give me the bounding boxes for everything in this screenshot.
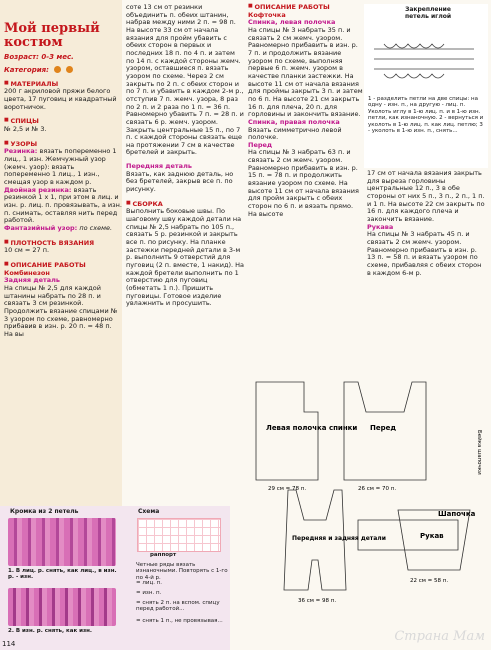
edge-title: Кромка из 2 петель <box>10 508 79 515</box>
diagram-w3: 36 см = 98 п. <box>298 598 337 604</box>
back-text: На спицы № 2,5 для каждой штанины набрать по 28 п. и связать 3 см резинкой. Продолжить вязание спицами № 3 узором по схеме, равномерно прибавив в изн. р. 20 п. = 48 п. На вы <box>4 283 118 338</box>
materials-header: ■ МАТЕРИАЛЫ <box>4 81 122 89</box>
gauge-text: 10 см = 27 п. <box>4 246 50 255</box>
fantasy-desc: Фантазийный узор: по схеме. <box>4 223 113 232</box>
left-column <box>4 4 122 338</box>
page-number: 114 <box>2 640 16 648</box>
pattern-diagrams <box>248 370 488 648</box>
patterns-header: ■ УЗОРЫ <box>4 141 122 149</box>
closure-drawing <box>364 4 488 168</box>
mid-text1: соте 13 см от резинки объединить п. обеих штанин, набрав между ними 2 п. = 98 п. На высоте 33 см от начала вязания для пройм убавить с обеих сторон в первых и последних 18 п. по 4 п. и затем по 14 п. с каждой стороны жемч. узором, оставшиеся п. вязать узором по схеме. Через 2 см закрыть по 2 п. с обеих сторон и по 7 п. и убавить в каждом 2-м р., отступив 7 п. жемч. узора, 8 раз по 2 п. и 2 раза по 1 п. = 36 п. Равномерно убавить 7 п. = 28 п. и связать 6 р. жемч. узором. Закрыть центральные 15 п., по 7 п. с каждой стороны связать еще на протяжении 7 см в качестве бретелей и закрыть. <box>126 3 244 157</box>
legend-l3: = снять 2 п. на вспом. спицу перед работой... <box>136 600 220 613</box>
diagram-hat: Шапочка <box>438 510 476 518</box>
front-header-jacket: Перед <box>248 140 273 149</box>
legend-l1: = лиц. п. <box>136 580 163 586</box>
diagram-w2: 26 см = 70 п. <box>358 486 397 492</box>
rapport-label: раппорт <box>150 552 177 558</box>
back-left-header: Спинка, левая полочка <box>248 18 336 27</box>
gauge-header: ■ ПЛОТНОСТЬ ВЯЗАНИЯ <box>4 240 122 248</box>
diagram-w1: 29 см = 78 п. <box>268 486 307 492</box>
rib-desc: Резинка: вязать попеременно 1 лиц., 1 изн. Жемчужный узор (жемч. узор): вязать попеременно 1 лиц., 1 изн., смещая узор в каждом р. <box>4 147 117 186</box>
closure-title: Закрепление петель иглой <box>404 6 452 20</box>
diagram-sleeve: Рукав <box>420 532 444 540</box>
diagram-left-back: Левая полочка спинки <box>266 424 358 432</box>
chart-title: Схема <box>138 508 160 515</box>
ball-icon <box>66 66 73 73</box>
diagram-front: Перед <box>370 424 397 432</box>
third-text3: На спицы № 3 набрать 63 п. и связать 2 см жемч. узором. Равномерно прибавить в изн. р. 15 п. = 78 п. и продолжить вязание узором по схеме. На высоте 11 см от начала вязания для пройм закрыть с обеих сторон по 6 п. и вязать прямо. На высоте <box>248 148 359 218</box>
closure-steps: 1 - разделить петли на две спицы: на одну - изн. п., на другую - лиц. п. Уколоть иглу в 1-ю лиц. п. и в 1-ю изн. петли, как изнаночную. 2 - вернуться и уколоть в 1-ю лиц. п. как лиц. петлю; 3 - уколоть в 1-ю изн. п., снять... <box>368 96 484 135</box>
ball-icon <box>54 66 61 73</box>
category: Категория: <box>4 66 122 74</box>
right-column <box>367 170 487 277</box>
legend-l4: = снять 1 п., не провязывая... <box>136 618 223 624</box>
diagram-beanie: Бейка шапочки <box>476 430 482 475</box>
needles-header: ■ СПИЦЫ <box>4 118 122 126</box>
back-header: Задняя деталь <box>4 276 61 285</box>
knit-swatch-2 <box>8 588 116 626</box>
third-column <box>248 4 363 218</box>
assembly-header: ■ СБОРКА <box>126 201 244 209</box>
diagram-back-detail: Передняя и задняя детали <box>292 535 386 542</box>
sleeves-header: Рукава <box>367 222 394 231</box>
edge-cap1: 1. В лиц. р. снять, как лиц., в изн. р. - изн. <box>8 568 117 580</box>
jacket-work-header: ■ ОПИСАНИЕ РАБОТЫ <box>248 4 363 12</box>
third-text2: Вязать симметрично левой полочке. <box>248 125 342 142</box>
front-text: Вязать, как заднюю деталь, но без бретелей, закрыв все п. по рисунку. <box>126 169 234 194</box>
right-text1: 17 см от начала вязания закрыть для выреза горловины центральные 12 п., 3 в обе стороны от них 5 п., 3 п., 2 п., 1 п. и 1 п. На высоте 22 см закрыть по 16 п. для каждого плеча и закончить вязание. <box>367 169 485 223</box>
sleeves-text: На спицы № 3 набрать 45 п. и связать 2 см жемч. узором. Равномерно прибавить в изн. р. 13 п. = 58 п. и вязать узором по схеме, прибавляя с обеих сторон в каждом 6-м р. <box>367 230 482 277</box>
edge-cap2: 2. В изн. р. снять, как изн. <box>8 628 93 634</box>
work-header: ■ ОПИСАНИЕ РАБОТЫ <box>4 262 122 270</box>
legend-l2: = изн. п. <box>136 590 162 596</box>
stitch-chart <box>137 518 221 552</box>
third-text1: На спицы № 3 набрать 35 п. и связать 2 см жемч. узором. Равномерно прибавить в изн. р. 7 п. и продолжить вязание узором по схеме, выполняя первые 6 п. жемч. узором в качестве планки застежки. На высоте 11 см от начала вязания для проймы закрыть 3 п. и затем по 6 п. На высоте 21 см закрыть 16 п. для плеча, 20 п. для горловины и закончить вязание. <box>248 25 363 119</box>
closure-illustration <box>364 4 488 168</box>
jacket-title: Кофточка <box>248 10 286 19</box>
age: Возраст: 0-3 мес. <box>4 53 74 62</box>
front-header: Передняя деталь <box>126 162 192 171</box>
assembly-text: Выполнить боковые швы. По шаговому шву каждой детали на спицы № 2,5 набрать по 105 п., связать 5 р. резинкой и закрыть все п. по рисунку. На планке застежки передней детали в 3-м р. выполнить 9 отверстий для пуговиц (2 п. вместе, 1 накид). На каждой бретели выполнить по 1 отверстию для пуговиц (обметать 1 п.). Пришить пуговицы. Готовое изделие увлажнить и просушить. <box>126 207 244 308</box>
diagram-w4: 22 см = 58 п. <box>410 578 449 584</box>
watermark: Страна Мам <box>394 629 485 644</box>
chart-note: Четные ряды вязать изнаночными. Повторять с 1-го по 4-й р. <box>136 562 228 581</box>
back-right-header: Спинка, правая полочка <box>248 117 340 126</box>
page-title: Мой первый костюм <box>4 21 100 50</box>
knit-swatch-1 <box>8 518 116 566</box>
work-subheader: Комбинезон <box>4 268 50 277</box>
needles-text: № 2,5 и № 3. <box>4 125 47 134</box>
double-rib-desc: Двойная резинка: вязать резинкой 1 х 1, при этом в лиц. и изн. р. лиц. п. провязывать, а изн. п. снимать, оставляя нить перед работой. <box>4 185 122 225</box>
middle-column <box>126 4 244 308</box>
materials-text: 200 г акриловой пряжи белого цвета, 17 пуговиц и квадратный воротничок. <box>4 87 117 111</box>
